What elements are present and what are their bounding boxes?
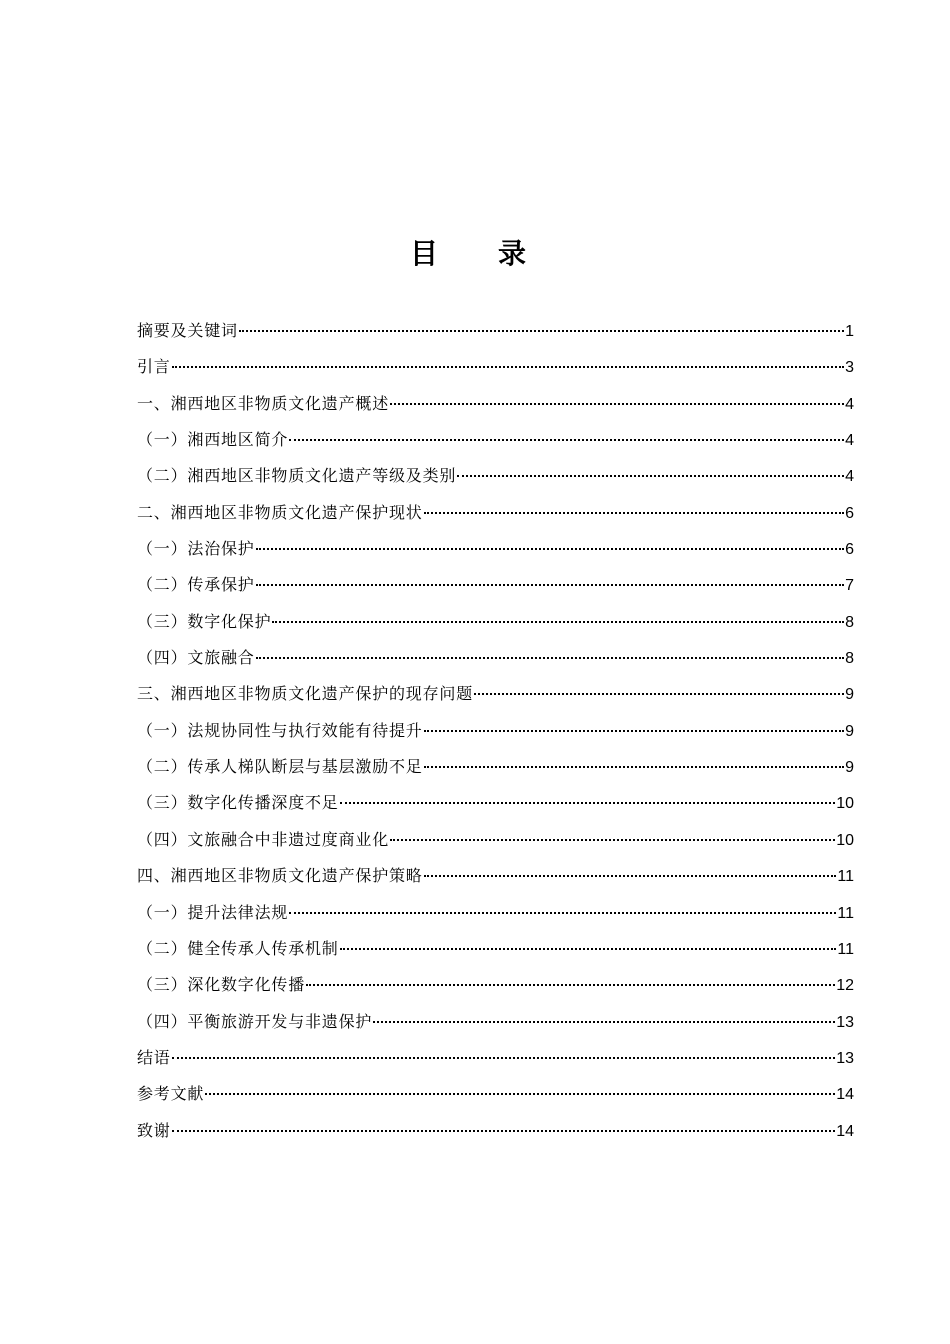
toc-entry-label: （四）平衡旅游开发与非遗保护 bbox=[137, 1011, 373, 1031]
toc-entry[interactable] bbox=[137, 640, 854, 676]
toc-entry-page: 11 bbox=[837, 940, 854, 958]
dot-leader bbox=[272, 621, 844, 623]
toc-entry[interactable] bbox=[137, 822, 854, 858]
page-title: 目录 bbox=[409, 237, 586, 270]
dot-leader bbox=[340, 948, 837, 950]
toc-entry-page: 13 bbox=[836, 1049, 854, 1067]
toc-entry-label: （二）传承人梯队断层与基层激励不足 bbox=[137, 757, 423, 777]
toc-entry-page: 12 bbox=[836, 977, 854, 995]
toc-entry-page: 6 bbox=[845, 541, 854, 559]
dot-leader bbox=[306, 984, 835, 986]
dot-leader bbox=[256, 584, 844, 586]
table-of-contents bbox=[137, 313, 854, 1149]
dot-leader bbox=[424, 875, 837, 877]
toc-entry[interactable] bbox=[137, 1040, 854, 1076]
toc-entry-label: （二）湘西地区非物质文化遗产等级及类别 bbox=[137, 466, 457, 486]
toc-entry[interactable] bbox=[137, 567, 854, 603]
dot-leader bbox=[457, 475, 844, 477]
toc-entry[interactable] bbox=[137, 531, 854, 567]
toc-entry-page: 10 bbox=[836, 795, 854, 813]
toc-entry-label: （二）传承保护 bbox=[137, 575, 255, 595]
toc-entry[interactable] bbox=[137, 422, 854, 458]
toc-entry-page: 3 bbox=[845, 359, 854, 377]
toc-entry[interactable] bbox=[137, 713, 854, 749]
toc-entry-label: 参考文献 bbox=[137, 1084, 205, 1104]
toc-entry-label: （一）湘西地区简介 bbox=[137, 430, 289, 450]
toc-entry-label: 二、湘西地区非物质文化遗产保护现状 bbox=[137, 502, 423, 522]
toc-entry-page: 8 bbox=[845, 613, 854, 631]
toc-entry-page: 10 bbox=[836, 831, 854, 849]
dot-leader bbox=[424, 766, 844, 768]
toc-entry-page: 1 bbox=[845, 323, 854, 340]
toc-entry[interactable] bbox=[137, 967, 854, 1003]
dot-leader bbox=[172, 366, 844, 368]
dot-leader bbox=[172, 1130, 836, 1132]
toc-entry[interactable] bbox=[137, 604, 854, 640]
toc-entry-page: 13 bbox=[836, 1013, 854, 1031]
toc-entry-page: 4 bbox=[845, 395, 854, 413]
toc-entry-label: 三、湘西地区非物质文化遗产保护的现存问题 bbox=[137, 684, 474, 704]
toc-entry-label: 引言 bbox=[137, 357, 171, 377]
toc-entry-page: 9 bbox=[845, 722, 854, 740]
dot-leader bbox=[424, 730, 844, 732]
toc-entry[interactable] bbox=[137, 1113, 854, 1149]
toc-entry[interactable] bbox=[137, 386, 854, 422]
toc-entry-page: 11 bbox=[837, 868, 854, 886]
toc-entry-page: 9 bbox=[845, 759, 854, 777]
toc-entry-page: 9 bbox=[845, 686, 854, 704]
toc-entry[interactable] bbox=[137, 495, 854, 531]
dot-leader bbox=[373, 1021, 835, 1023]
dot-leader bbox=[172, 1057, 836, 1059]
toc-entry-page: 14 bbox=[836, 1122, 854, 1140]
dot-leader bbox=[424, 512, 844, 514]
dot-leader bbox=[289, 912, 836, 914]
dot-leader bbox=[256, 657, 844, 659]
toc-entry-page: 4 bbox=[845, 432, 854, 450]
toc-entry-label: （三）数字化保护 bbox=[137, 611, 272, 631]
toc-entry-label: （一）提升法律法规 bbox=[137, 902, 289, 922]
toc-entry-page: 4 bbox=[845, 468, 854, 486]
dot-leader bbox=[390, 403, 844, 405]
toc-entry-label: （一）法治保护 bbox=[137, 539, 255, 559]
toc-entry[interactable] bbox=[137, 931, 854, 967]
toc-entry[interactable] bbox=[137, 749, 854, 785]
toc-entry-label: （三）数字化传播深度不足 bbox=[137, 793, 339, 813]
toc-entry-label: （一）法规协同性与执行效能有待提升 bbox=[137, 720, 423, 740]
toc-entry-label: 摘要及关键词 bbox=[137, 321, 238, 340]
dot-leader bbox=[390, 839, 835, 841]
toc-entry[interactable] bbox=[137, 349, 854, 385]
toc-entry-page: 8 bbox=[845, 650, 854, 668]
dot-leader bbox=[340, 802, 836, 804]
toc-entry-label: 致谢 bbox=[137, 1120, 171, 1140]
dot-leader bbox=[205, 1093, 835, 1095]
toc-entry[interactable] bbox=[137, 676, 854, 712]
toc-entry[interactable] bbox=[137, 1004, 854, 1040]
toc-entry[interactable] bbox=[137, 785, 854, 821]
toc-entry-page: 11 bbox=[837, 904, 854, 922]
toc-entry-label: 结语 bbox=[137, 1047, 171, 1067]
dot-leader bbox=[256, 548, 844, 550]
toc-entry[interactable] bbox=[137, 1076, 854, 1112]
toc-entry[interactable] bbox=[137, 858, 854, 894]
toc-entry[interactable] bbox=[137, 458, 854, 494]
toc-entry-label: （三）深化数字化传播 bbox=[137, 975, 306, 995]
toc-entry-label: （四）文旅融合 bbox=[137, 648, 255, 668]
dot-leader bbox=[289, 439, 844, 441]
toc-entry-label: （四）文旅融合中非遗过度商业化 bbox=[137, 829, 390, 849]
toc-entry[interactable] bbox=[137, 895, 854, 931]
toc-entry-page: 6 bbox=[845, 504, 854, 522]
toc-entry[interactable] bbox=[137, 313, 854, 349]
toc-entry-label: 一、湘西地区非物质文化遗产概述 bbox=[137, 393, 390, 413]
toc-entry-label: 四、湘西地区非物质文化遗产保护策略 bbox=[137, 866, 423, 886]
dot-leader bbox=[474, 693, 844, 695]
dot-leader bbox=[239, 330, 844, 332]
toc-entry-page: 7 bbox=[845, 577, 854, 595]
toc-entry-label: （二）健全传承人传承机制 bbox=[137, 938, 339, 958]
toc-entry-page: 14 bbox=[836, 1086, 854, 1104]
